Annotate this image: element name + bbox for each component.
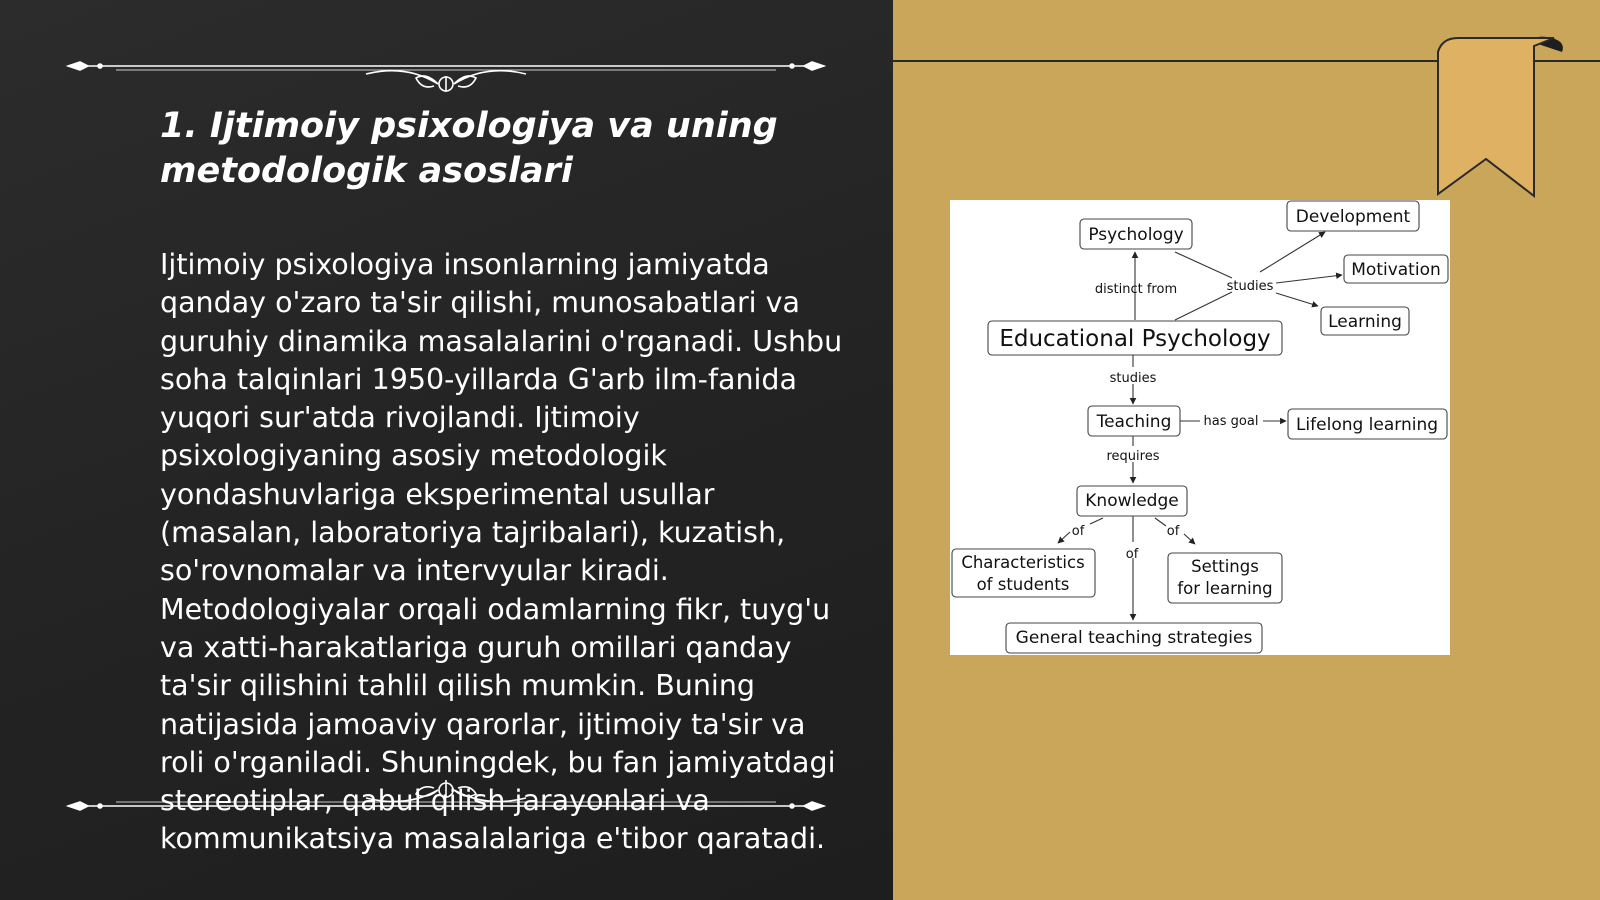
node-development: Development [1295,207,1411,227]
node-teaching: Teaching [1096,412,1172,432]
node-settings-line2: for learning [1177,579,1273,598]
node-characteristics-line1: Characteristics [961,553,1085,572]
edge-label-of-right: of [1166,524,1180,539]
edge-line [1155,518,1166,526]
concept-map [950,200,1450,655]
edge-line [1175,292,1232,320]
bookmark-ribbon [1434,34,1594,199]
edge-line [1058,532,1070,543]
edge-line [1260,232,1325,272]
edge-label-distinct-from: distinct from [1094,282,1178,297]
edge-label-requires: requires [1106,449,1160,464]
edge-line [1276,275,1342,283]
node-educational-psychology: Educational Psychology [999,326,1271,352]
edge-line [1175,252,1232,278]
node-learning: Learning [1328,312,1402,332]
bottom-ornament-divider [66,780,826,830]
top-ornament-divider [66,42,826,92]
edge-label-studies-mid: studies [1109,371,1157,386]
edge-line [1184,534,1195,544]
node-motivation: Motivation [1351,260,1441,280]
edge-label-of-left: of [1071,524,1085,539]
node-psychology: Psychology [1088,225,1184,245]
node-settings-line1: Settings [1191,557,1259,576]
edge-label-of-center: of [1125,547,1139,562]
edge-line [1276,293,1318,306]
node-lifelong-learning: Lifelong learning [1295,415,1439,435]
slide-title: 1. Ijtimoiy psixologiya va uning metodologik asoslari [160,106,778,191]
slide-body-text: Ijtimoiy psixologiya insonlarning jamiyatda qanday o'zaro ta'sir qilishi, munosabatlari va guruhiy dinamika masalalarini o'rganadi. Ushbu soha talqinlari 1950-yillarda G'arb ilm-fanida yuqori sur'atda rivojlandi. Ijtimoiy psixologiyaning asosiy metodologik yondashuvlariga eksperimental usullar (masalan, laboratoriya tajribalari), kuzatish, so'rovnomalar va intervyular kiradi. Metodologiyalar orqali odamlarning fikr, tuyg'u va xatti-harakatlariga guruh omillari qanday ta'sir qilishini tahlil qilish mumkin. Buning natijasida jamoaviy qarorlar, ijtimoiy ta'sir va roli o'rganiladi. Shuningdek, bu fan jamiyatdagi stereotiplar, qabul qilish jarayonlari va kommunikatsiya masalalariga e'tibor qaratadi. [160,248,843,856]
node-general-teaching-strategies: General teaching strategies [1015,628,1253,648]
node-characteristics-line2: of students [976,575,1070,594]
node-knowledge: Knowledge [1085,491,1179,511]
edge-label-studies-top: studies [1226,279,1274,294]
edge-label-has-goal: has goal [1203,414,1259,429]
edge-line [1090,518,1103,524]
